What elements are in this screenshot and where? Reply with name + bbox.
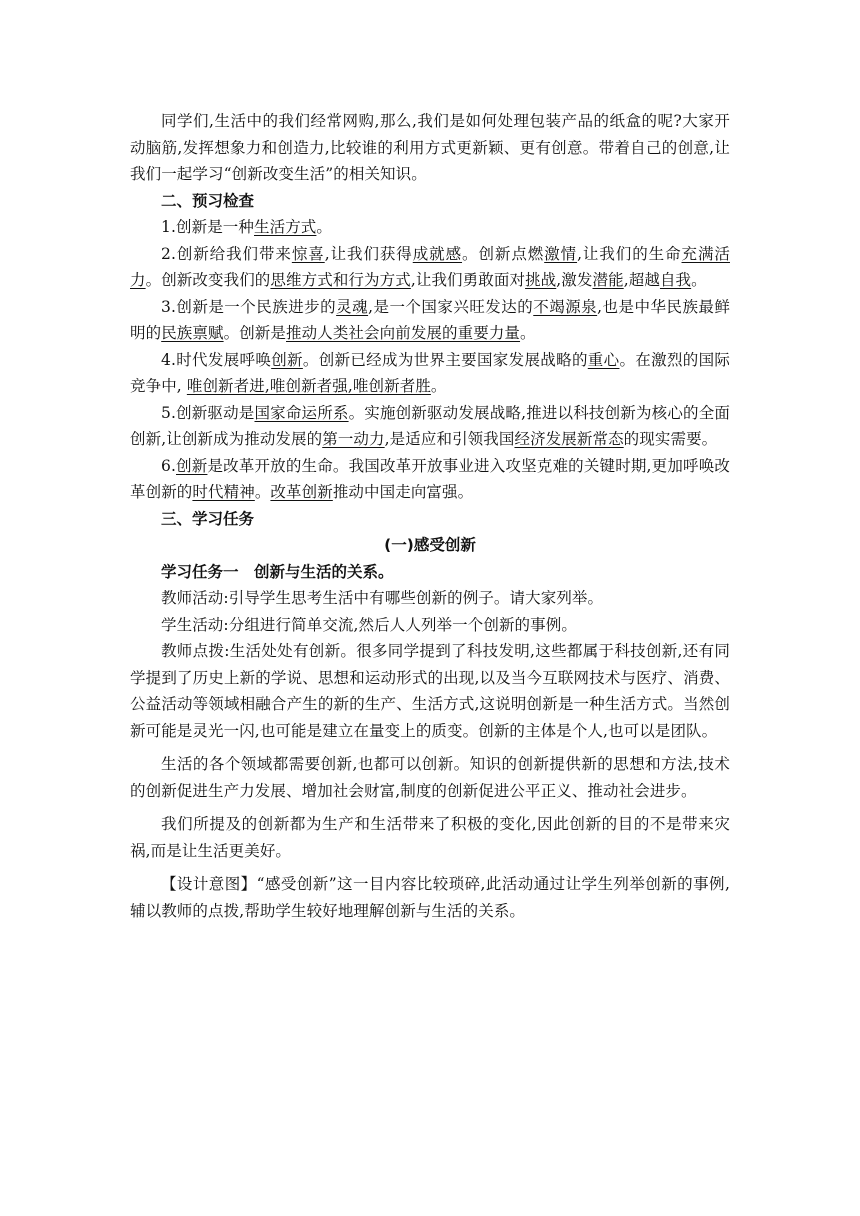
preview-item: 6.创新是改革开放的生命。我国改革开放事业进入攻坚克难的关键时期,更加呼唤改革创新的时代精神。改革创新推动中国走向富强。 (130, 456, 730, 501)
preview-item: 2.创新给我们带来惊喜,让我们获得成就感。创新点燃激情,让我们的生命充满活力。创新改变我们的思维方式和行为方式,让我们勇敢面对挑战,激发潜能,超越自我。 (130, 244, 730, 289)
preview-item: 5.创新驱动是国家命运所系。实施创新驱动发展战略,推进以科技创新为核心的全面创新,让创新成为推动发展的第一动力,是适应和引领我国经济发展新常态的现实需要。 (130, 403, 730, 448)
fill-answer: 重心 (587, 350, 620, 369)
fill-answer: 激情 (544, 244, 578, 263)
subheading-feel-innovation: (一)感受创新 (384, 536, 476, 554)
preview-item: 3.创新是一个民族进步的灵魂,是一个国家兴旺发达的不竭源泉,也是中华民族最鲜明的民族禀赋。创新是推动人类社会向前发展的重要力量。 (130, 297, 730, 342)
preview-item: 1.创新是一种生活方式。 (161, 218, 333, 236)
fill-answer: 创新 (271, 350, 303, 369)
student-activity: 学生活动:分组进行简单交流,然后人人列举一个创新的事例。 (161, 615, 577, 634)
fill-answer: 经济发展新常态 (514, 430, 624, 448)
task-title: 学习任务一 创新与生活的关系。 (161, 562, 394, 581)
fill-answer: 不竭源泉 (533, 297, 598, 316)
teacher-activity: 教师活动:引导学生思考生活中有哪些创新的例子。请大家列举。 (161, 589, 604, 607)
fill-answer: 惊喜 (291, 244, 325, 263)
paragraph-purpose: 我们所提及的创新都为生产和生活带来了积极的变化,因此创新的目的不是带来灾祸,而是让生活更美好。 (130, 815, 730, 860)
fill-answer: 自我 (659, 271, 692, 289)
fill-answer: 唯创新者进,唯创新者强,唯创新者胜 (186, 377, 431, 395)
intro-paragraph: 同学们,生活中的我们经常网购,那么,我们是如何处理包装产品的纸盒的呢?大家开动脑筋,发挥想象力和创造力,比较谁的利用方式更新颖、更有创意。带着自己的创意,让我们一起学习“创新改变生活”的相关知识。 (130, 112, 730, 183)
fill-answer: 灵魂 (336, 297, 369, 316)
fill-answer: 时代精神 (192, 483, 255, 501)
fill-answer: 生活方式 (254, 218, 317, 236)
fill-answer: 潜能 (592, 271, 624, 289)
section-heading-learning-tasks: 三、学习任务 (161, 509, 255, 528)
fill-answer: 思维方式和行为方式 (270, 271, 411, 289)
fill-answer: 挑战 (525, 271, 557, 289)
fill-answer: 民族禀赋 (161, 324, 224, 342)
fill-answer: 充满活力 (130, 244, 730, 289)
section-heading-preview-check: 二、预习检查 (161, 191, 255, 210)
fill-answer: 改革创新 (270, 483, 333, 501)
teacher-guidance: 教师点拨:生活处处有创新。很多同学提到了科技发明,这些都属于科技创新,还有同学提到了历史上新的学说、思想和运动形式的出现,以及当今互联网技术与医疗、消费、公益活动等领域相融合产生的新的生产、生活方式,这说明创新是一种生活方式。当然创新可能是灵光一闪,也可能是建立在量变上的质变。创新的主体是个人,也可以是团队。 (130, 642, 730, 740)
fill-answer: 成就感 (412, 244, 463, 263)
fill-answer: 第一动力 (322, 430, 385, 448)
paragraph-fields: 生活的各个领域都需要创新,也都可以创新。知识的创新提供新的思想和方法,技术的创新促进生产力发展、增加社会财富,制度的创新促进公平正义、推动社会进步。 (130, 755, 730, 800)
document-page (130, 108, 730, 924)
design-intent: 【设计意图】“感受创新”这一目内容比较琐碎,此活动通过让学生列举创新的事例,辅以教师的点拨,帮助学生较好地理解创新与生活的关系。 (130, 875, 730, 920)
preview-item: 4.时代发展呼唤创新。创新已经成为世界主要国家发展战略的重心。在激烈的国际竞争中, 唯创新者进,唯创新者强,唯创新者胜。 (130, 350, 731, 395)
fill-answer: 国家命运所系 (254, 403, 349, 422)
fill-answer: 创新 (176, 456, 208, 475)
fill-answer: 推动人类社会向前发展的重要力量 (286, 324, 521, 342)
preview-check-list (130, 214, 730, 506)
